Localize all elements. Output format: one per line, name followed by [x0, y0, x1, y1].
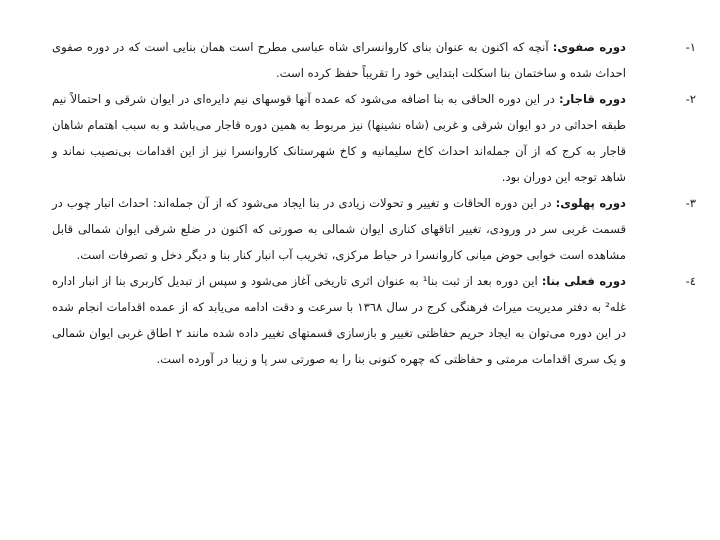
period-text: در این دوره الحاقات و تغییر و تحولات زیادی در بنا ایجاد می‌شود که از آن جمله‌اند: احداث انبار چوب در قسمت غربی سر در ورودی، تغییر اتاقهای کناری ایوان شمالی به صورتی که اکنون در ضلع شرقی ایوان شمالی قابل مشاهده است خوابی حوض میانی کاروانسرا در حیاط مرکزی، تخریب آب انبار کنار بنا و دیگر دخل و تصرفات است.	[52, 196, 626, 262]
period-text: در این دوره الحاقی به بنا اضافه می‌شود که عمده آنها قوسهای نیم دایره‌ای در ایوان شرقی و احتمالاً نیم طبقه احداثی در دو ایوان شرقی و غربی (شاه نشینها) نیز مربوط به همین دوره قاجار می‌باشد و به سبب اهتمام شاهان قاجار به کرج که از آن جمله‌اند احداث کاخ سلیمانیه و کاخ شهرستانک کاروانسرا نیز از این اقدامات بی‌نصیب نماند و شاهد توجه این دوران بود.	[52, 92, 626, 184]
period-text: آنچه که اکنون به عنوان بنای کاروانسرای شاه عباسی مطرح است همان بنایی است که در دوره صفوی احداث شده و ساختمان بنا اسکلت ابتدایی خود را تقریباً حفظ کرده است.	[52, 40, 626, 80]
item-number: -٣	[685, 196, 696, 210]
list-item-current	[52, 268, 696, 372]
list-item-safavid	[52, 34, 696, 86]
item-number: -٢	[685, 92, 696, 106]
period-text: این دوره بعد از ثبت بنا¹ به عنوان اثری تاریخی آغاز می‌شود و سپس از تبدیل کاربری بنا از انبار اداره غله² به دفتر مدیریت میراث فرهنگی کرج در سال ١٣٦٨ با سرعت و دقت ادامه می‌یابد که از عمده اقدامات انجام شده در این دوره می‌توان به ایجاد حریم حفاظتی تغییر و بازسازی قسمتهای تغییر داده شده مانند ٢ اطاق غربی ایوان شمالی و یک سری اقدامات مرمتی و حفاظتی که چهره کنونی بنا را به صورتی سر پا و زیبا در آورده است.	[52, 274, 627, 366]
period-title: دوره پهلوی:	[555, 196, 626, 210]
period-title: دوره صفوی:	[552, 40, 626, 54]
history-list	[52, 34, 696, 372]
item-number: -١	[685, 40, 696, 54]
item-number: -٤	[685, 274, 696, 288]
period-title: دوره فعلی بنا:	[541, 274, 626, 288]
list-item-qajar	[52, 86, 696, 190]
list-item-pahlavi	[52, 190, 696, 268]
period-title: دوره قاجار:	[558, 92, 627, 106]
